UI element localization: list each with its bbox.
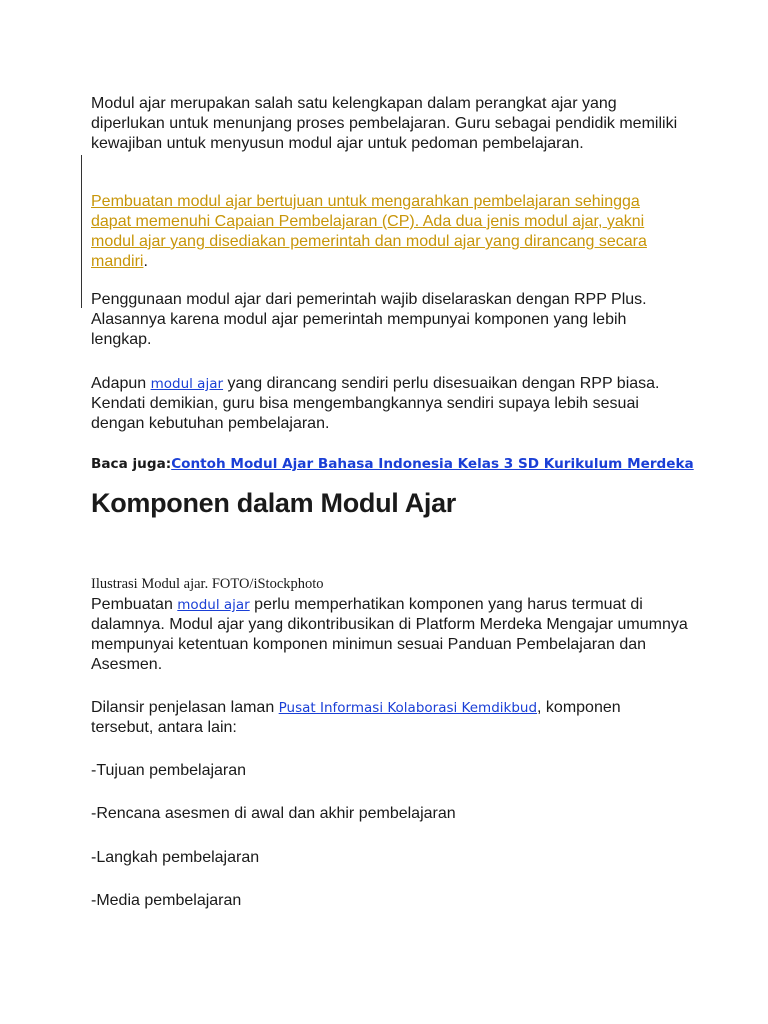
- paragraph-source: [91, 698, 651, 738]
- read-also-link[interactable]: Contoh Modul Ajar Bahasa Indonesia Kelas 3 SD Kurikulum Merdeka: [171, 456, 694, 472]
- read-also: [91, 455, 694, 473]
- paragraph-purpose: [91, 192, 681, 272]
- paragraph-custom-module: [91, 374, 691, 434]
- text-segment: , komponen tersebut, antara lain:: [91, 699, 621, 736]
- text-segment: Pembuatan: [91, 596, 178, 613]
- image-caption: Ilustrasi Modul ajar. FOTO/iStockphoto: [91, 576, 324, 592]
- modul-ajar-link[interactable]: modul ajar: [150, 376, 224, 392]
- text-segment: perlu memperhatikan komponen yang harus termuat di dalamnya. Modul ajar yang dikontribusikan di Platform Merdeka Mengajar umumnya mempunyai ketentuan komponen minimun sesuai Panduan Pembelajaran dan Asesmen.: [91, 596, 688, 673]
- purpose-period: .: [143, 253, 148, 270]
- read-also-label: Baca juga:: [91, 456, 172, 472]
- kemdikbud-link[interactable]: Pusat Informasi Kolaborasi Kemdikbud: [278, 700, 538, 716]
- list-item: -Tujuan pembelajaran: [91, 762, 247, 779]
- list-item: -Media pembelajaran: [91, 892, 242, 909]
- text-segment: Adapun: [91, 375, 151, 392]
- paragraph-components: [91, 595, 691, 675]
- list-item: -Langkah pembelajaran: [91, 849, 260, 866]
- list-item: -Rencana asesmen di awal dan akhir pembelajaran: [91, 805, 456, 822]
- paragraph-intro: Modul ajar merupakan salah satu kelengkapan dalam perangkat ajar yang diperlukan untuk menunjang proses pembelajaran. Guru sebagai pendidik memiliki kewajiban untuk menyusun modul ajar untuk pedoman pembelajaran.: [91, 95, 678, 152]
- text-segment: yang dirancang sendiri perlu disesuaikan dengan RPP biasa. Kendati demikian, guru bisa mengembangkannya sendiri supaya lebih sesuai dengan kebutuhan pembelajaran.: [91, 375, 660, 432]
- section-heading: Komponen dalam Modul Ajar: [91, 488, 457, 518]
- text-segment: Dilansir penjelasan laman: [91, 699, 279, 716]
- change-bar: [81, 155, 82, 308]
- purpose-link[interactable]: Pembuatan modul ajar bertujuan untuk mengarahkan pembelajaran sehingga dapat memenuhi Capaian Pembelajaran (CP). Ada dua jenis modul ajar, yakni modul ajar yang disediakan pemerintah dan modul ajar yang dirancang secara mandiri: [91, 193, 647, 270]
- modul-ajar-link-2[interactable]: modul ajar: [177, 597, 250, 613]
- paragraph-government-module: Penggunaan modul ajar dari pemerintah wajib diselaraskan dengan RPP Plus. Alasannya karena modul ajar pemerintah mempunyai komponen yang lebih lengkap.: [91, 291, 647, 348]
